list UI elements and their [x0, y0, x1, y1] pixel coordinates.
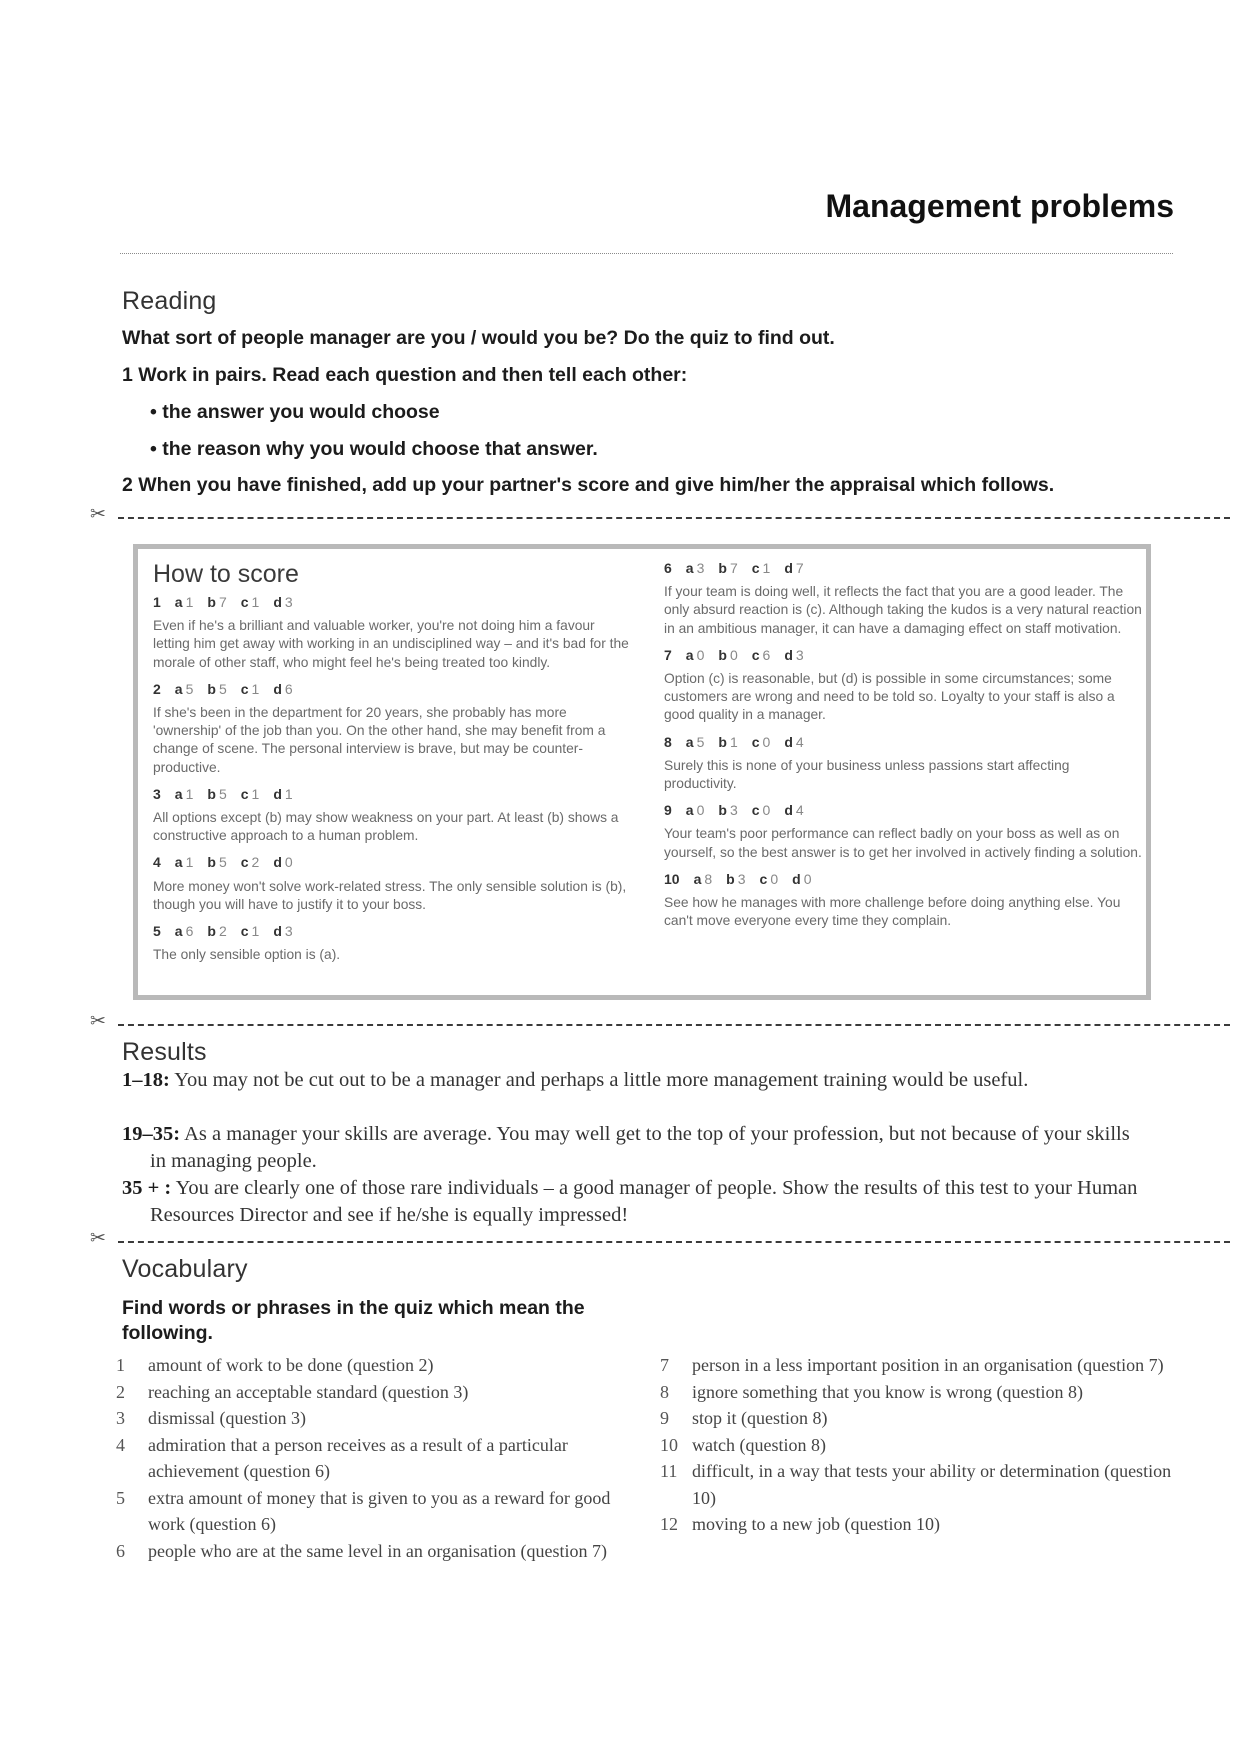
item-number: 8 — [660, 1381, 669, 1402]
score-explanation: The only sensible option is (a). — [153, 947, 341, 963]
option-b-label: b — [718, 560, 727, 576]
instruction-bullet: • the answer you would choose — [150, 401, 440, 423]
option-d-label: d — [273, 785, 282, 802]
item-number: 3 — [116, 1408, 125, 1428]
vocabulary-item — [116, 1432, 616, 1485]
option-c-label: c — [751, 733, 760, 750]
option-b-label: b — [718, 733, 727, 750]
vocabulary-item — [660, 1432, 1180, 1459]
question-number: 4 — [153, 854, 161, 871]
question-number: 8 — [664, 733, 672, 750]
option-b-label: b — [726, 870, 735, 887]
item-text: people who are at the same level in an organisation (question 7) — [148, 1540, 608, 1561]
option-d-label: d — [784, 560, 793, 576]
vocabulary-item — [116, 1538, 616, 1565]
scissors-icon: ✂ — [90, 1011, 106, 1032]
item-text: difficult, in a way that tests your ability or determination (question 10) — [692, 1461, 1172, 1508]
title-divider — [120, 253, 1173, 254]
option-a-score: 3 — [696, 560, 705, 576]
question-number: 1 — [153, 594, 161, 610]
vocabulary-item — [660, 1511, 1180, 1538]
option-a-score: 1 — [185, 854, 194, 871]
option-b-score: 5 — [218, 854, 227, 871]
result-text: You are clearly one of those rare individuals – a good manager of people. Show the results of this test to your Human Resources Director and see if he/she is equally impressed! — [150, 1177, 1138, 1226]
result-item — [122, 1067, 1150, 1094]
item-text: moving to a new job (question 10) — [692, 1514, 940, 1534]
score-explanation: If she's been in the department for 20 years, she probably has more 'ownership' of the job than you. On the other hand, she may benefit from a change of scene. The personal interview is brave, but may be counter-productive. — [153, 705, 606, 775]
question-number: 5 — [153, 923, 161, 940]
option-d-score: 3 — [284, 923, 293, 940]
option-c-label: c — [240, 680, 249, 697]
score-item — [153, 785, 631, 846]
option-c-score: 2 — [251, 854, 260, 871]
option-d-score: 0 — [284, 854, 293, 871]
item-text: reaching an acceptable standard (question 3) — [148, 1381, 469, 1402]
score-item — [664, 646, 1142, 725]
option-c-label: c — [240, 854, 249, 871]
option-c-score: 1 — [762, 560, 771, 576]
option-a-label: a — [174, 594, 183, 610]
item-number: 2 — [116, 1381, 125, 1402]
result-range: 35 + : — [122, 1177, 172, 1199]
score-answers — [664, 733, 1142, 751]
option-c-label: c — [751, 646, 760, 663]
option-a-label: a — [174, 854, 183, 871]
question-number: 6 — [664, 560, 672, 576]
option-c-score: 0 — [762, 733, 771, 750]
question-number: 10 — [664, 870, 680, 887]
score-item — [664, 801, 1142, 862]
score-explanation: Your team's poor performance can reflect badly on your boss as well as on yourself, so the best answer is to get her involved in actively finding a solution. — [664, 826, 1142, 860]
instruction-step-2: 2 When you have finished, add up your partner's score and give him/her the appraisal which follows. — [122, 474, 1055, 496]
option-d-score: 3 — [795, 646, 804, 663]
score-explanation: Option (c) is reasonable, but (d) is possible in some circumstances; some customers are wrong and need to be told so. Loyalty to your staff is also a good quality in a manager. — [664, 671, 1115, 723]
option-b-label: b — [718, 802, 727, 819]
option-a-score: 0 — [696, 802, 705, 819]
item-text: person in a less important position in an organisation (question 7) — [692, 1355, 1164, 1375]
option-c-label: c — [751, 802, 760, 819]
score-answers — [664, 870, 1142, 888]
vocabulary-item — [660, 1352, 1180, 1379]
option-b-score: 0 — [729, 646, 738, 663]
instruction-bullet: • the reason why you would choose that answer. — [150, 438, 598, 460]
option-b-score: 3 — [737, 870, 746, 887]
option-d-score: 0 — [803, 870, 812, 887]
vocabulary-list-left — [116, 1352, 616, 1564]
option-a-score: 5 — [185, 680, 194, 697]
result-range: 19–35: — [122, 1123, 181, 1145]
option-a-label: a — [685, 733, 694, 750]
score-answers — [664, 646, 1142, 664]
option-b-score: 7 — [729, 560, 738, 576]
score-answers — [153, 922, 631, 940]
option-d-label: d — [792, 870, 801, 887]
item-number: 5 — [116, 1487, 125, 1508]
how-to-score-heading: How to score — [153, 560, 299, 588]
option-b-score: 5 — [218, 680, 227, 697]
vocabulary-item — [660, 1458, 1180, 1511]
option-c-score: 1 — [251, 594, 260, 610]
scissors-icon: ✂ — [90, 1228, 106, 1249]
score-explanation: Even if he's a brilliant and valuable worker, you're not doing him a favour letting him get away with working in an undisciplined way – and it's bad for the morale of other staff, who might feel he's being treated too kindly. — [153, 618, 629, 670]
vocabulary-item — [116, 1379, 616, 1406]
option-a-label: a — [174, 680, 183, 697]
item-number: 4 — [116, 1434, 125, 1455]
option-d-score: 6 — [284, 680, 293, 697]
page-title: Management problems — [825, 188, 1174, 224]
item-number: 7 — [660, 1355, 669, 1375]
option-a-score: 8 — [704, 870, 713, 887]
option-a-score: 1 — [185, 785, 194, 802]
score-answers — [153, 853, 631, 871]
item-text: stop it (question 8) — [692, 1408, 828, 1428]
score-explanation: Surely this is none of your business unless passions start affecting productivity. — [664, 757, 1070, 792]
instruction-step-1: 1 Work in pairs. Read each question and then tell each other: — [122, 364, 688, 386]
option-c-score: 1 — [251, 680, 260, 697]
option-a-label: a — [174, 785, 183, 802]
option-c-label: c — [759, 870, 768, 887]
cut-line — [90, 1228, 1230, 1250]
item-text: ignore something that you know is wrong (question 8) — [692, 1381, 1083, 1402]
score-item — [153, 593, 631, 672]
option-c-score: 6 — [762, 646, 771, 663]
score-explanation: All options except (b) may show weakness on your part. At least (b) shows a constructive approach to a human problem. — [153, 810, 619, 844]
option-b-label: b — [207, 594, 216, 610]
score-item — [664, 733, 1142, 794]
result-item — [122, 1175, 1150, 1229]
option-d-label: d — [273, 594, 282, 610]
reading-heading: Reading — [122, 287, 217, 315]
item-text: admiration that a person receives as a result of a particular achievement (question 6) — [148, 1434, 568, 1481]
cut-line — [90, 504, 1230, 526]
option-c-label: c — [240, 785, 249, 802]
option-d-label: d — [784, 646, 793, 663]
item-number: 12 — [660, 1514, 678, 1534]
item-text: watch (question 8) — [692, 1434, 826, 1455]
option-c-score: 1 — [251, 923, 260, 940]
option-d-score: 1 — [284, 785, 293, 802]
score-column-left — [153, 559, 631, 972]
vocabulary-instruction: Find words or phrases in the quiz which mean the following. — [122, 1297, 585, 1344]
option-d-label: d — [273, 680, 282, 697]
result-text: As a manager your skills are average. You may well get to the top of your profession, but not because of your skills in managing people. — [150, 1123, 1130, 1172]
option-c-score: 0 — [770, 870, 779, 887]
option-d-label: d — [784, 733, 793, 750]
option-a-score: 6 — [185, 923, 194, 940]
result-text: You may not be cut out to be a manager and perhaps a little more management training would be useful. — [169, 1069, 1029, 1091]
option-b-score: 5 — [218, 785, 227, 802]
dashed-line — [118, 517, 1230, 519]
score-explanation: More money won't solve work-related stress. The only sensible solution is (b), though you will have to justify it to your boss. — [153, 878, 627, 912]
score-item — [664, 559, 1142, 638]
option-c-label: c — [240, 923, 249, 940]
option-b-label: b — [207, 923, 216, 940]
score-item — [153, 922, 631, 964]
option-a-score: 5 — [696, 733, 705, 750]
option-b-label: b — [207, 785, 216, 802]
results-heading: Results — [122, 1038, 207, 1066]
option-a-label: a — [685, 802, 694, 819]
score-answers — [664, 559, 1142, 577]
option-a-label: a — [685, 646, 694, 663]
score-item — [153, 680, 631, 777]
option-c-label: c — [240, 594, 249, 610]
item-text: dismissal (question 3) — [148, 1408, 306, 1428]
option-d-score: 7 — [795, 560, 804, 576]
item-number: 1 — [116, 1355, 125, 1375]
cut-line — [90, 1011, 1230, 1033]
vocabulary-item — [116, 1405, 616, 1432]
item-text: extra amount of money that is given to you as a reward for good work (question 6) — [148, 1487, 611, 1534]
option-d-label: d — [273, 854, 282, 871]
dashed-line — [118, 1024, 1230, 1026]
vocabulary-heading: Vocabulary — [122, 1255, 248, 1283]
question-number: 7 — [664, 646, 672, 663]
vocabulary-item — [660, 1405, 1180, 1432]
option-d-label: d — [273, 923, 282, 940]
score-item — [153, 853, 631, 914]
vocabulary-list-right — [660, 1352, 1180, 1538]
result-item — [122, 1121, 1150, 1175]
scissors-icon: ✂ — [90, 504, 106, 525]
option-a-score: 0 — [696, 646, 705, 663]
score-answers — [153, 785, 631, 803]
option-b-score: 1 — [729, 733, 738, 750]
option-d-score: 3 — [284, 594, 293, 610]
result-range: 1–18: — [122, 1069, 170, 1091]
item-number: 11 — [660, 1461, 678, 1481]
option-b-score: 3 — [729, 802, 738, 819]
score-explanation: If your team is doing well, it reflects the fact that you are a good leader. The only absurd reaction is (c). Although taking the kudos is a very natural reaction in an ambitious manager, it can have a damaging effect on staff motivation. — [664, 584, 1142, 636]
option-b-label: b — [718, 646, 727, 663]
item-number: 9 — [660, 1408, 669, 1428]
option-d-score: 4 — [795, 733, 804, 750]
option-a-label: a — [693, 870, 702, 887]
item-number: 6 — [116, 1540, 125, 1561]
option-d-label: d — [784, 802, 793, 819]
option-a-label: a — [685, 560, 694, 576]
option-b-label: b — [207, 680, 216, 697]
option-a-label: a — [174, 923, 183, 940]
score-answers — [664, 801, 1142, 819]
question-number: 3 — [153, 785, 161, 802]
dashed-line — [118, 1241, 1230, 1243]
option-c-label: c — [751, 560, 760, 576]
option-a-score: 1 — [185, 594, 194, 610]
vocabulary-item — [116, 1485, 616, 1538]
item-text: amount of work to be done (question 2) — [148, 1355, 434, 1375]
item-number: 10 — [660, 1434, 678, 1455]
option-b-score: 2 — [218, 923, 227, 940]
option-d-score: 4 — [795, 802, 804, 819]
score-explanation: See how he manages with more challenge before doing anything else. You can't move everyone every time they complain. — [664, 895, 1121, 929]
how-to-score-box — [133, 544, 1151, 1000]
vocabulary-item — [116, 1352, 616, 1379]
score-column-right — [664, 559, 1142, 938]
score-item — [664, 870, 1142, 931]
score-answers — [153, 593, 631, 611]
question-number: 9 — [664, 802, 672, 819]
option-b-label: b — [207, 854, 216, 871]
vocabulary-item — [660, 1379, 1180, 1406]
score-answers — [153, 680, 631, 698]
reading-intro: What sort of people manager are you / would you be? Do the quiz to find out. — [122, 327, 835, 349]
option-c-score: 1 — [251, 785, 260, 802]
option-c-score: 0 — [762, 802, 771, 819]
option-b-score: 7 — [218, 594, 227, 610]
question-number: 2 — [153, 680, 161, 697]
